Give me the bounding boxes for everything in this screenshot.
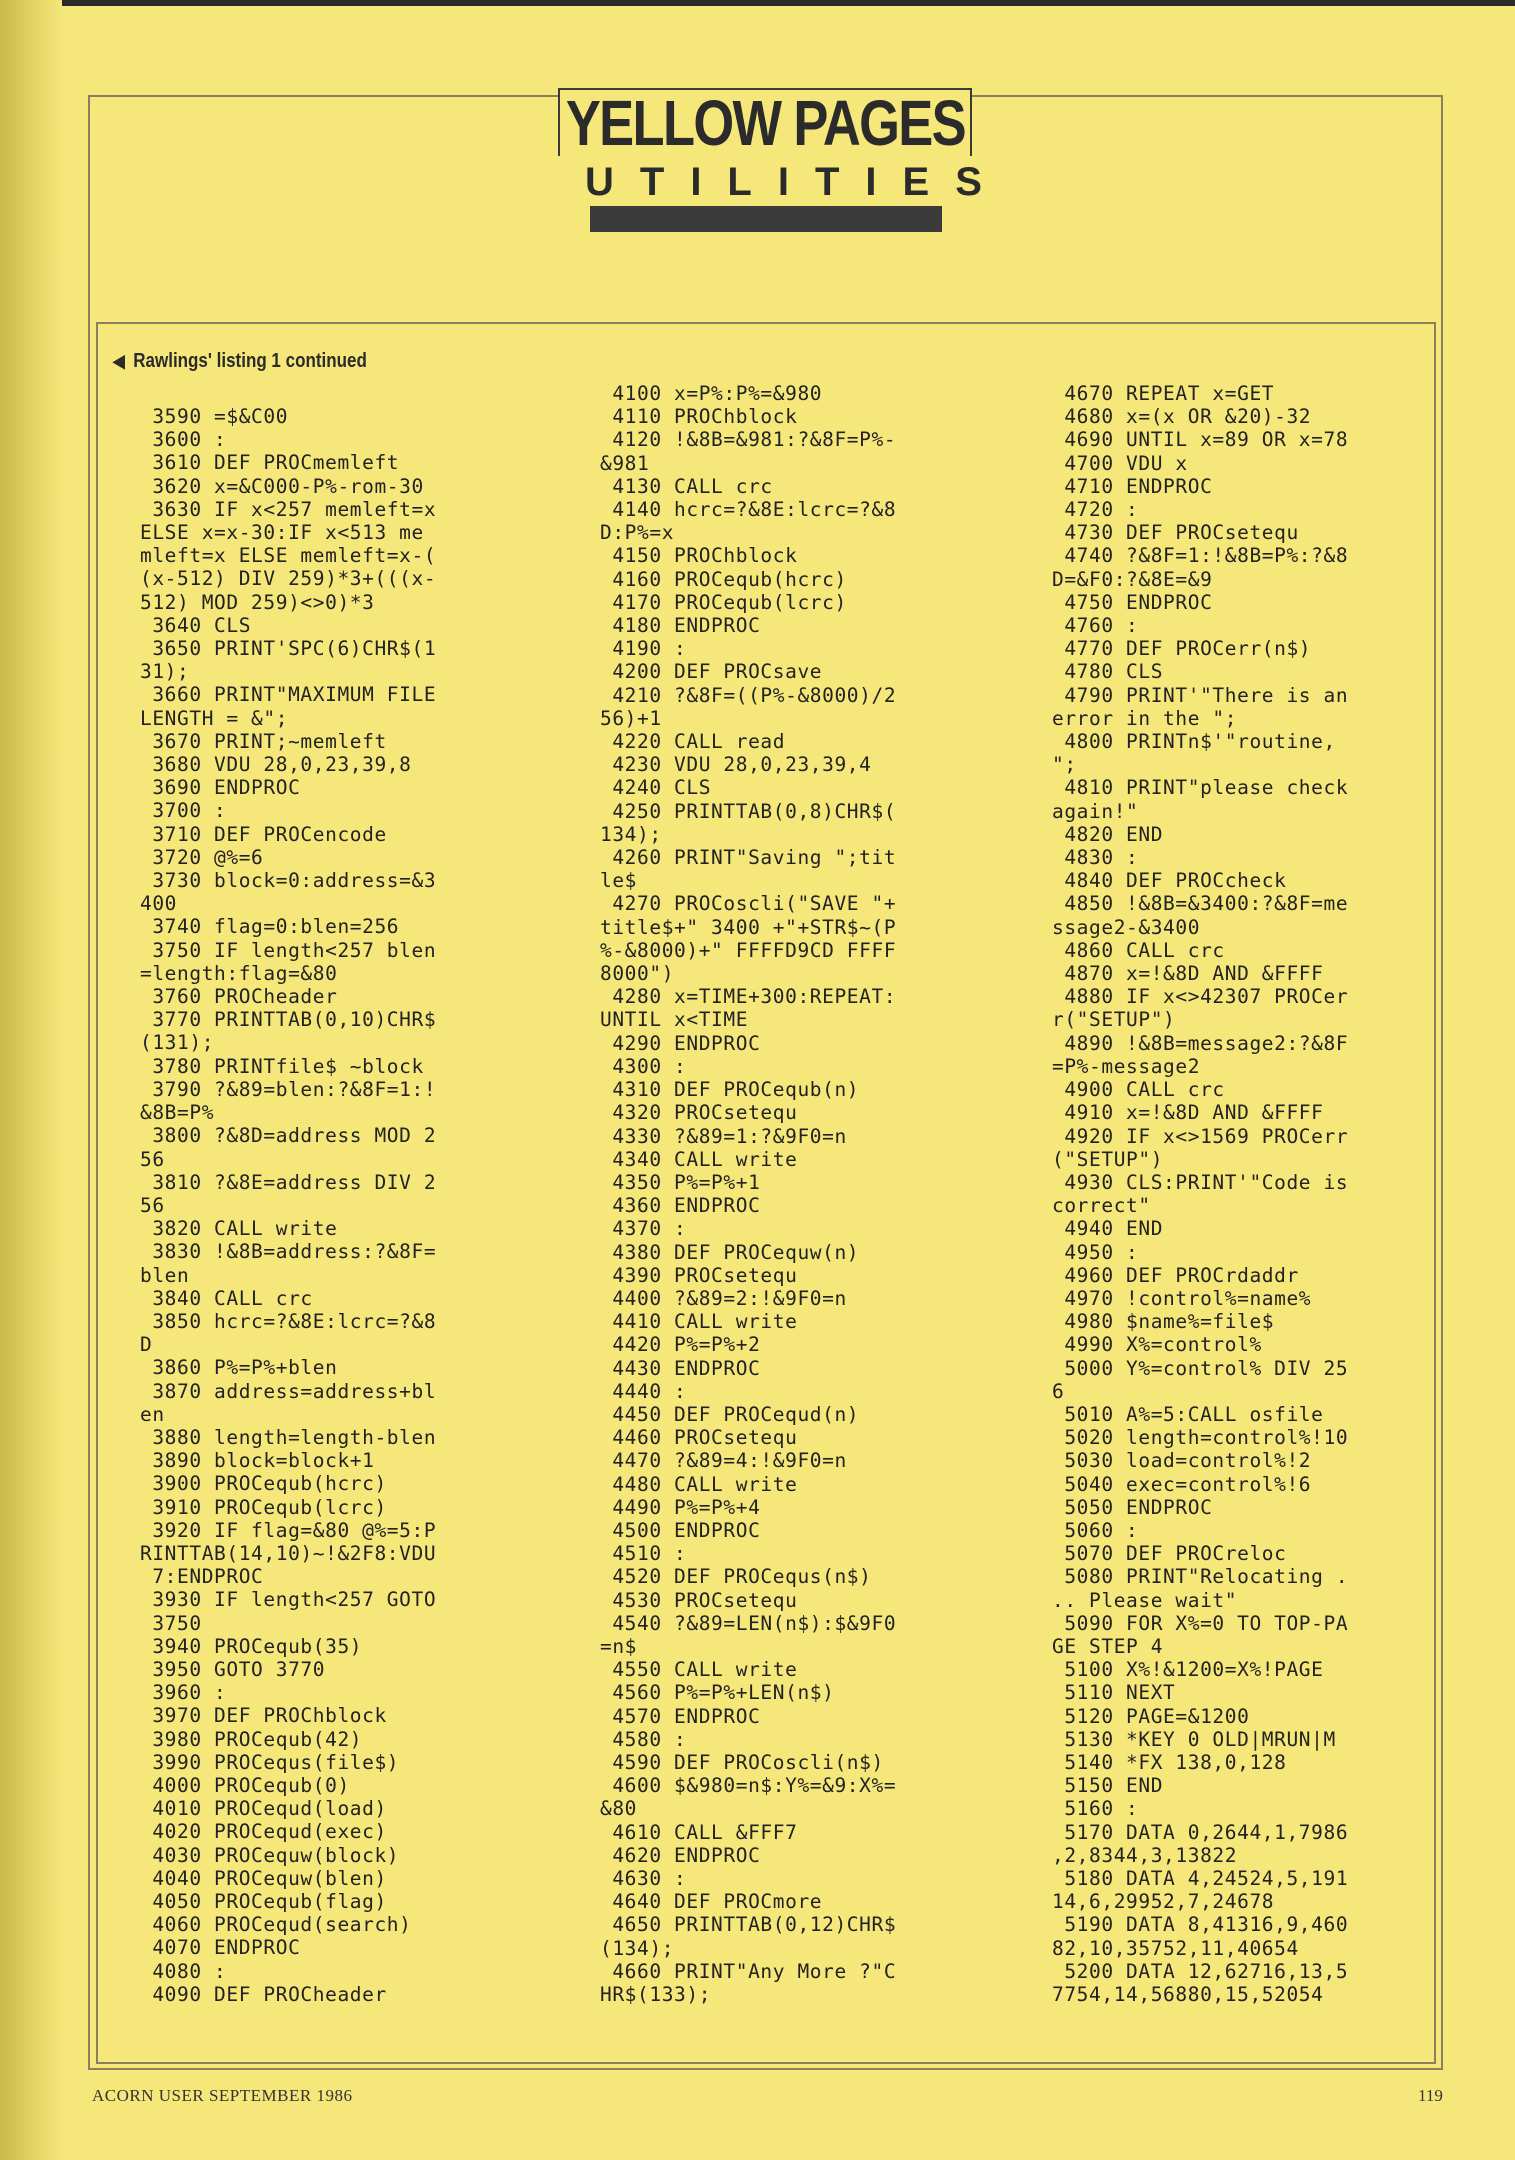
code-line: 5030 load=control%!2	[1052, 1449, 1312, 1473]
section-subtitle: UTILITIES	[585, 160, 1008, 204]
code-line: 4300 :	[600, 1054, 687, 1078]
code-line: 4840 DEF PROCcheck	[1052, 869, 1287, 893]
code-line: 4640 DEF PROCmore	[600, 1890, 823, 1914]
code-line: 3600 :	[140, 428, 227, 452]
code-line: 4990 X%=control%	[1052, 1333, 1262, 1357]
footer-magazine: ACORN USER SEPTEMBER 1986	[92, 2086, 353, 2105]
code-line: 4060 PROCequd(search)	[140, 1913, 412, 1937]
code-line: 4000 PROCequb(0)	[140, 1773, 350, 1797]
code-line: 4500 ENDPROC	[600, 1518, 761, 1542]
listing-column-1	[140, 405, 570, 2006]
code-line: 5200 DATA 12,62716,13,5	[1052, 1959, 1349, 1983]
code-line: 4210 ?&8F=((P%-&8000)/2	[600, 683, 897, 707]
code-line: HR$(133);	[600, 1983, 712, 2007]
code-line: 4970 !control%=name%	[1052, 1286, 1312, 1310]
left-arrow-icon: ◀	[113, 351, 125, 371]
code-line: 4740 ?&8F=1:!&8B=P%:?&8	[1052, 544, 1349, 568]
code-line: 4430 ENDPROC	[600, 1356, 761, 1380]
code-line: en	[140, 1402, 165, 1426]
code-line: 4110 PROChblock	[600, 405, 798, 429]
title-underline-bar	[590, 206, 942, 232]
code-line: 4450 DEF PROCequd(n)	[600, 1402, 860, 1426]
code-line: 3810 ?&8E=address DIV 2	[140, 1170, 437, 1194]
code-line: 4880 IF x<>42307 PROCer	[1052, 985, 1349, 1009]
code-line: 4100 x=P%:P%=&980	[600, 382, 823, 405]
code-line: &80	[600, 1797, 638, 1821]
code-line: 4830 :	[1052, 846, 1139, 870]
page-top-edge	[0, 0, 1515, 6]
code-line: 4260 PRINT"Saving ";tit	[600, 846, 897, 870]
code-line: 3970 DEF PROChblock	[140, 1704, 387, 1728]
code-line: 4320 PROCsetequ	[600, 1101, 798, 1125]
code-line: 3750 IF length<257 blen	[140, 938, 437, 962]
listing-header	[113, 350, 367, 373]
code-line: 4310 DEF PROCequb(n)	[600, 1078, 860, 1102]
code-line: 5110 NEXT	[1052, 1681, 1176, 1705]
code-line: 4360 ENDPROC	[600, 1194, 761, 1218]
code-line: 3730 block=0:address=&3	[140, 869, 437, 893]
code-line: 4720 :	[1052, 498, 1139, 522]
code-line: 4570 ENDPROC	[600, 1704, 761, 1728]
code-line: 4170 PROCequb(lcrc)	[600, 590, 847, 614]
code-line: 3650 PRINT'SPC(6)CHR$(1	[140, 637, 437, 661]
code-line: (131);	[140, 1031, 215, 1055]
code-line: 3680 VDU 28,0,23,39,8	[140, 753, 412, 777]
code-line: 4240 CLS	[600, 776, 712, 800]
code-line: 3660 PRINT"MAXIMUM FILE	[140, 683, 437, 707]
code-line: 4230 VDU 28,0,23,39,4	[600, 753, 872, 777]
code-line: 4150 PROChblock	[600, 544, 798, 568]
section-title: YELLOW PAGES	[565, 87, 965, 159]
code-line: 3710 DEF PROCencode	[140, 822, 387, 846]
code-line: 4910 x=!&8D AND &FFFF	[1052, 1101, 1324, 1125]
code-line: 3720 @%=6	[140, 845, 264, 869]
code-line: 3640 CLS	[140, 613, 252, 637]
code-line: 4650 PRINTTAB(0,12)CHR$	[600, 1913, 897, 1937]
code-line: 5180 DATA 4,24524,5,191	[1052, 1867, 1349, 1890]
code-line: 400	[140, 892, 178, 916]
code-line: 5020 length=control%!10	[1052, 1426, 1349, 1450]
code-line: 8000")	[600, 962, 675, 986]
code-line: 4200 DEF PROCsave	[600, 660, 823, 684]
listing-header-text: Rawlings' listing 1 continued	[133, 350, 367, 372]
code-line: 4670 REPEAT x=GET	[1052, 382, 1275, 405]
code-line: 5010 A%=5:CALL osfile	[1052, 1402, 1324, 1426]
code-line: 6	[1052, 1379, 1065, 1403]
code-line: D	[140, 1333, 153, 1357]
code-line: &8B=P%	[140, 1101, 215, 1125]
code-line: 4290 ENDPROC	[600, 1031, 761, 1055]
binding-shadow	[0, 0, 62, 2160]
code-line: 4160 PROCequb(hcrc)	[600, 567, 847, 591]
code-line: 3900 PROCequb(hcrc)	[140, 1472, 387, 1496]
code-line: 3920 IF flag=&80 @%=5:P	[140, 1518, 437, 1542]
code-line: 4510 :	[600, 1542, 687, 1566]
code-line: 4580 :	[600, 1727, 687, 1751]
code-line: 3760 PROCheader	[140, 985, 338, 1009]
code-line: 4520 DEF PROCequs(n$)	[600, 1565, 872, 1589]
code-line: 4940 END	[1052, 1217, 1164, 1241]
code-line: blen	[140, 1263, 190, 1287]
code-line: 4140 hcrc=?&8E:lcrc=?&8	[600, 498, 897, 522]
code-line: 4760 :	[1052, 614, 1139, 638]
code-line: 4790 PRINT'"There is an	[1052, 683, 1349, 707]
code-line: 4120 !&8B=&981:?&8F=P%-	[600, 428, 897, 452]
code-line: 3800 ?&8D=address MOD 2	[140, 1124, 437, 1148]
code-line: 3700 :	[140, 799, 227, 823]
code-line: 4810 PRINT"please check	[1052, 776, 1349, 800]
code-line: 4370 :	[600, 1217, 687, 1241]
code-line: 82,10,35752,11,40654	[1052, 1936, 1299, 1960]
code-line: 5070 DEF PROCreloc	[1052, 1542, 1287, 1566]
code-line: 4730 DEF PROCsetequ	[1052, 521, 1299, 545]
code-line: 3910 PROCequb(lcrc)	[140, 1495, 387, 1519]
code-line: 4770 DEF PROCerr(n$)	[1052, 637, 1312, 661]
code-line: D:P%=x	[600, 521, 675, 545]
code-line: =n$	[600, 1634, 638, 1658]
code-line: 4440 :	[600, 1379, 687, 1403]
code-line: 4480 CALL write	[600, 1472, 798, 1496]
code-line: 4410 CALL write	[600, 1310, 798, 1334]
code-line: RINTTAB(14,10)~!&2F8:VDU	[140, 1541, 437, 1565]
code-line: 4600 $&980=n$:Y%=&9:X%=	[600, 1774, 897, 1798]
code-line: &981	[600, 451, 650, 475]
code-line: 4660 PRINT"Any More ?"C	[600, 1959, 897, 1983]
code-line: 3960 :	[140, 1681, 227, 1705]
code-line: 7:ENDPROC	[140, 1565, 264, 1589]
code-line: 4190 :	[600, 637, 687, 661]
code-line: 4870 x=!&8D AND &FFFF	[1052, 962, 1324, 986]
code-line: 5090 FOR X%=0 TO TOP-PA	[1052, 1611, 1349, 1635]
code-line: 512) MOD 259)<>0)*3	[140, 590, 375, 614]
listing-column-3	[1052, 382, 1482, 2006]
code-line: 4960 DEF PROCrdaddr	[1052, 1263, 1299, 1287]
code-line: 4620 ENDPROC	[600, 1843, 761, 1867]
code-line: error in the ";	[1052, 706, 1238, 730]
code-line: 3770 PRINTTAB(0,10)CHR$	[140, 1008, 437, 1032]
code-line: (x-512) DIV 259)*3+(((x-	[140, 567, 437, 591]
code-line: 4850 !&8B=&3400:?&8F=me	[1052, 892, 1349, 916]
code-line: 4130 CALL crc	[600, 474, 773, 498]
code-line: 3990 PROCequs(file$)	[140, 1750, 400, 1774]
code-line: 3780 PRINTfile$ ~block	[140, 1054, 424, 1078]
code-line: 5140 *FX 138,0,128	[1052, 1750, 1287, 1774]
code-line: 4950 :	[1052, 1240, 1139, 1264]
code-line: GE STEP 4	[1052, 1634, 1164, 1658]
code-line: 4470 ?&89=4:!&9F0=n	[600, 1449, 847, 1473]
code-line: ("SETUP")	[1052, 1147, 1164, 1171]
code-line: 4900 CALL crc	[1052, 1078, 1225, 1102]
code-line: 4010 PROCequd(load)	[140, 1797, 387, 1821]
code-line: 5130 *KEY 0 OLD|MRUN|M	[1052, 1727, 1336, 1751]
code-line: 4890 !&8B=message2:?&8F	[1052, 1031, 1349, 1055]
code-line: 3930 IF length<257 GOTO	[140, 1588, 437, 1612]
code-line: r("SETUP")	[1052, 1008, 1176, 1032]
code-line: 4690 UNTIL x=89 OR x=78	[1052, 428, 1349, 452]
code-line: ELSE x=x-30:IF x<513 me	[140, 521, 424, 545]
code-line: mleft=x ELSE memleft=x-(	[140, 544, 437, 568]
code-line: 3670 PRINT;~memleft	[140, 729, 387, 753]
code-line: 3840 CALL crc	[140, 1286, 313, 1310]
code-line: 4390 PROCsetequ	[600, 1263, 798, 1287]
code-line: 4680 x=(x OR &20)-32	[1052, 405, 1312, 429]
code-line: ssage2-&3400	[1052, 915, 1201, 939]
code-line: 3690 ENDPROC	[140, 776, 301, 800]
code-line: LENGTH = &";	[140, 706, 289, 730]
code-line: ,2,8344,3,13822	[1052, 1843, 1238, 1867]
code-line: 56)+1	[600, 706, 662, 730]
code-line: 4930 CLS:PRINT'"Code is	[1052, 1170, 1349, 1194]
code-line: 4400 ?&89=2:!&9F0=n	[600, 1286, 847, 1310]
code-line: 4780 CLS	[1052, 660, 1164, 684]
code-line: 4560 P%=P%+LEN(n$)	[600, 1681, 835, 1705]
code-line: 5120 PAGE=&1200	[1052, 1704, 1250, 1728]
code-line: 4040 PROCequw(blen)	[140, 1866, 387, 1890]
code-line: %-&8000)+" FFFFD9CD FFFF	[600, 938, 897, 962]
code-line: again!"	[1052, 799, 1139, 823]
code-line: 4380 DEF PROCequw(n)	[600, 1240, 860, 1264]
code-line: 4280 x=TIME+300:REPEAT:	[600, 985, 897, 1009]
code-line: 5190 DATA 8,41316,9,460	[1052, 1913, 1349, 1937]
code-line: 3860 P%=P%+blen	[140, 1356, 338, 1380]
code-line: 4700 VDU x	[1052, 451, 1188, 475]
code-line: 5050 ENDPROC	[1052, 1495, 1213, 1519]
code-line: 3890 block=block+1	[140, 1449, 375, 1473]
code-line: 4710 ENDPROC	[1052, 474, 1213, 498]
code-line: 4630 :	[600, 1867, 687, 1890]
code-line: 56	[140, 1147, 165, 1171]
code-line: 4750 ENDPROC	[1052, 590, 1213, 614]
code-line: 4080 :	[140, 1959, 227, 1983]
code-line: 3750	[140, 1611, 202, 1635]
code-line: 3880 length=length-blen	[140, 1425, 437, 1449]
code-line: 4860 CALL crc	[1052, 938, 1225, 962]
code-line: 4490 P%=P%+4	[600, 1495, 761, 1519]
code-line: 4050 PROCequb(flag)	[140, 1890, 387, 1913]
code-line: 3850 hcrc=?&8E:lcrc=?&8	[140, 1309, 437, 1333]
page-number: 119	[1418, 2086, 1443, 2105]
code-line: 4460 PROCsetequ	[600, 1426, 798, 1450]
code-line: UNTIL x<TIME	[600, 1008, 749, 1032]
code-line: 3940 PROCequb(35)	[140, 1634, 363, 1658]
code-line: 4550 CALL write	[600, 1658, 798, 1682]
code-line: 4220 CALL read	[600, 730, 786, 754]
section-header	[0, 88, 1515, 238]
code-line: 4980 $name%=file$	[1052, 1310, 1275, 1334]
code-line: 3630 IF x<257 memleft=x	[140, 497, 437, 521]
code-line: 5160 :	[1052, 1797, 1139, 1821]
code-line: 3790 ?&89=blen:?&8F=1:!	[140, 1077, 437, 1101]
code-line: 4610 CALL &FFF7	[600, 1820, 798, 1844]
code-line: 3820 CALL write	[140, 1217, 338, 1241]
code-line: 4820 END	[1052, 822, 1164, 846]
code-line: 4070 ENDPROC	[140, 1936, 301, 1960]
code-line: 4020 PROCequd(exec)	[140, 1820, 387, 1844]
code-line: 4090 DEF PROCheader	[140, 1982, 387, 2006]
code-line: 4030 PROCequw(block)	[140, 1843, 400, 1867]
code-line: 4180 ENDPROC	[600, 614, 761, 638]
code-line: =P%-message2	[1052, 1054, 1201, 1078]
code-line: 3980 PROCequb(42)	[140, 1727, 363, 1751]
code-line: 56	[140, 1193, 165, 1217]
code-line: 4590 DEF PROCoscli(n$)	[600, 1750, 884, 1774]
code-line: 5150 END	[1052, 1774, 1164, 1798]
code-line: 3870 address=address+bl	[140, 1379, 437, 1403]
code-line: 3950 GOTO 3770	[140, 1657, 326, 1681]
code-line: 4920 IF x<>1569 PROCerr	[1052, 1124, 1349, 1148]
code-line: .. Please wait"	[1052, 1588, 1238, 1612]
code-line: D=&F0:?&8E=&9	[1052, 567, 1213, 591]
code-line: 5170 DATA 0,2644,1,7986	[1052, 1820, 1349, 1844]
code-line: correct"	[1052, 1194, 1151, 1218]
code-line: 4250 PRINTTAB(0,8)CHR$(	[600, 799, 897, 823]
code-line: 4270 PROCoscli("SAVE "+	[600, 892, 897, 916]
code-line: 31);	[140, 660, 190, 684]
code-line: (134);	[600, 1936, 675, 1960]
code-line: 5000 Y%=control% DIV 25	[1052, 1356, 1349, 1380]
code-line: 3620 x=&C000-P%-rom-30	[140, 474, 424, 498]
code-line: 4800 PRINTn$'"routine,	[1052, 730, 1336, 754]
code-line: title$+" 3400 +"+STR$~(P	[600, 915, 897, 939]
code-line: 4540 ?&89=LEN(n$):$&9F0	[600, 1611, 897, 1635]
code-line: 3740 flag=0:blen=256	[140, 915, 400, 939]
code-line: 7754,14,56880,15,52054	[1052, 1983, 1324, 2007]
code-line: 4330 ?&89=1:?&9F0=n	[600, 1124, 847, 1148]
code-line: 14,6,29952,7,24678	[1052, 1890, 1275, 1914]
code-line: =length:flag=&80	[140, 961, 338, 985]
code-line: 3830 !&8B=address:?&8F=	[140, 1240, 437, 1264]
code-line: 4350 P%=P%+1	[600, 1170, 761, 1194]
title-box	[558, 87, 972, 159]
code-line: 4530 PROCsetequ	[600, 1588, 798, 1612]
code-line: 134);	[600, 822, 662, 846]
code-line: 5040 exec=control%!6	[1052, 1472, 1312, 1496]
listing-column-2	[600, 382, 1030, 2006]
code-line: 5080 PRINT"Relocating .	[1052, 1565, 1349, 1589]
code-line: 3590 =$&C00	[140, 405, 289, 428]
code-line: le$	[600, 869, 638, 893]
code-line: 5100 X%!&1200=X%!PAGE	[1052, 1658, 1324, 1682]
code-line: ";	[1052, 753, 1077, 777]
code-line: 4420 P%=P%+2	[600, 1333, 761, 1357]
code-line: 4340 CALL write	[600, 1147, 798, 1171]
code-line: 5060 :	[1052, 1518, 1139, 1542]
code-line: 3610 DEF PROCmemleft	[140, 451, 400, 475]
